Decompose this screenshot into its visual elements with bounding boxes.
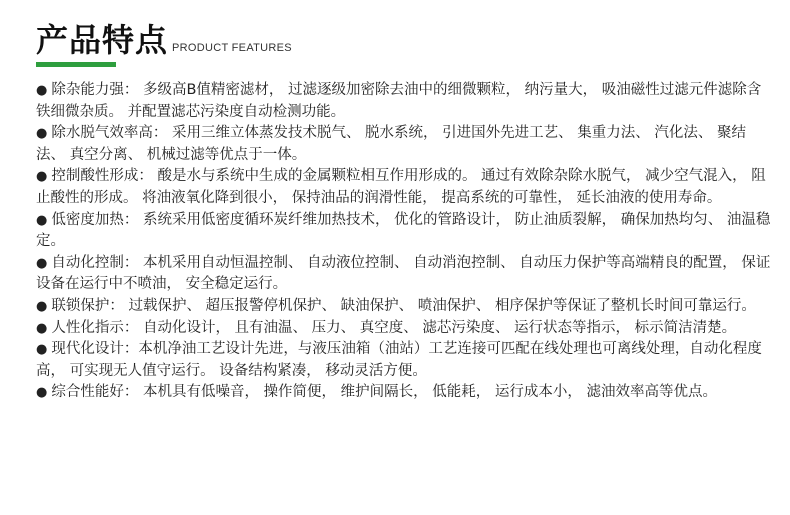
feature-title: 人性化指示： — [51, 319, 139, 336]
feature-title: 综合性能好： — [51, 384, 139, 401]
page-subtitle: PRODUCT FEATURES — [172, 42, 292, 54]
feature-title: 联锁保护： — [51, 297, 124, 314]
bullet-icon: ● — [36, 342, 48, 358]
feature-description: 酸是水与系统中生成的金属颗粒相互作用形成的。 通过有效除杂除水脱气， 减少空气混入， 阻止酸性的形成。 将油液氧化降到很小， 保持油品的润滑性能， 提高系统的可靠性， 延长油液的使用寿命。 — [36, 168, 766, 206]
feature-item-automation — [36, 253, 774, 296]
bullet-icon: ● — [36, 212, 48, 228]
feature-title: 除杂能力强： — [51, 82, 139, 98]
page-header — [36, 16, 292, 60]
bullet-icon: ● — [36, 126, 48, 142]
bullet-icon: ● — [36, 255, 48, 271]
bullet-icon: ● — [36, 320, 48, 336]
feature-item-modern-design — [36, 339, 774, 382]
bullet-icon: ● — [36, 169, 48, 185]
title-accent-bar — [36, 62, 116, 67]
feature-item-dehydration — [36, 123, 774, 166]
feature-list — [36, 80, 774, 404]
bullet-icon: ● — [36, 83, 48, 98]
bullet-icon: ● — [36, 385, 48, 401]
feature-title: 现代化设计： — [51, 341, 139, 358]
feature-description: 过载保护、 超压报警停机保护、 缺油保护、 喷油保护、 相序保护等保证了整机长时间可靠运行。 — [128, 297, 756, 314]
feature-description: 系统采用低密度循环炭纤维加热技术， 优化的管路设计， 防止油质裂解， 确保加热均匀、 油温稳定。 — [36, 211, 771, 250]
feature-item-impurity-removal — [36, 80, 774, 123]
page-title: 产品特点 — [36, 21, 169, 59]
feature-item-overall-performance — [36, 382, 774, 404]
feature-description: 自动化设计， 且有油温、 压力、 真空度、 滤芯污染度、 运行状态等指示， 标示简洁清楚。 — [142, 319, 737, 336]
feature-title: 低密度加热： — [51, 211, 139, 228]
feature-item-interlock-protection — [36, 296, 774, 318]
feature-title: 除水脱气效率高： — [51, 125, 168, 142]
feature-item-indicators — [36, 318, 774, 340]
feature-description: 采用三维立体蒸发技术脱气、 脱水系统， 引进国外先进工艺、 集重力法、 汽化法、 聚结法、 真空分离、 机械过滤等优点于一体。 — [36, 125, 746, 163]
feature-item-acid-control — [36, 166, 774, 209]
feature-description: 本机采用自动恒温控制、 自动液位控制、 自动消泡控制、 自动压力保护等高端精良的配置， 保证设备在运行中不喷油， 安全稳定运行。 — [36, 254, 771, 293]
bullet-icon: ● — [36, 298, 48, 314]
feature-title: 控制酸性形成： — [51, 168, 153, 185]
feature-description: 多级高B值精密滤材， 过滤逐级加密除去油中的细微颗粒， 纳污量大， 吸油磁性过滤元件滤除含铁细微杂质。 并配置滤芯污染度自动检测功能。 — [36, 82, 762, 120]
feature-description: 本机净油工艺设计先进，与液压油箱（油站）工艺连接可匹配在线处理也可离线处理，自动化程度高， 可实现无人值守运行。 设备结构紧凑， 移动灵活方便。 — [36, 341, 762, 379]
feature-item-low-density-heating — [36, 210, 774, 253]
feature-title: 自动化控制： — [51, 254, 139, 271]
feature-description: 本机具有低噪音， 操作简便， 维护间隔长， 低能耗， 运行成本小， 滤油效率高等优点。 — [142, 384, 717, 401]
